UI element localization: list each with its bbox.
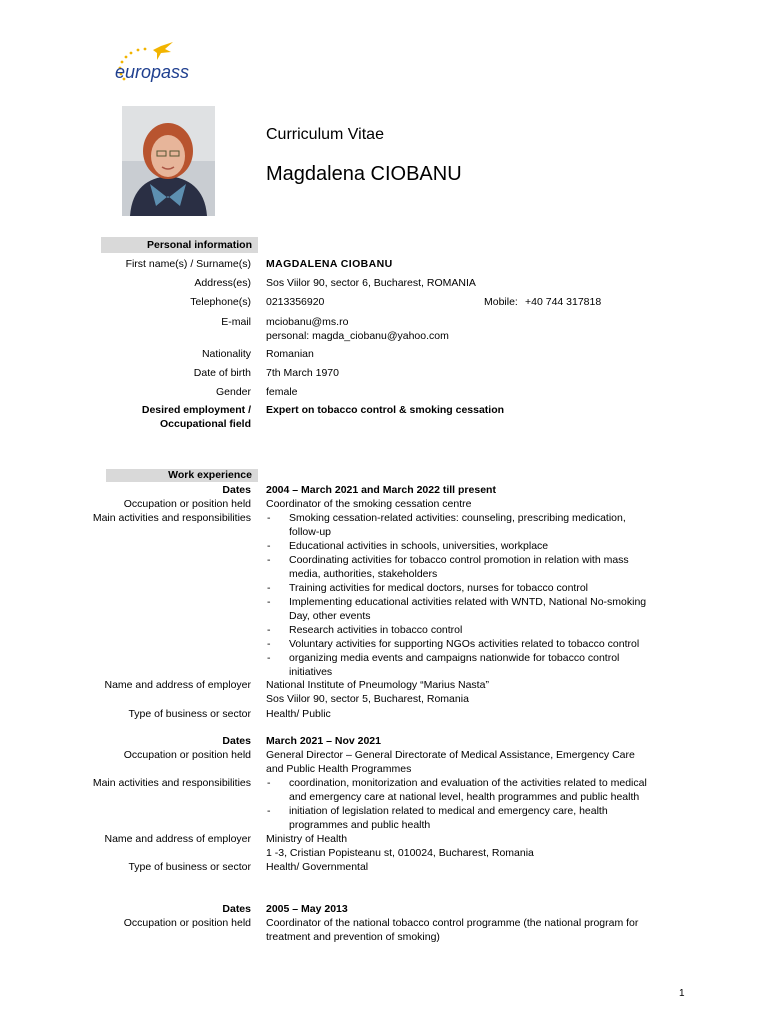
job-2-occupation-line-2: and Public Health Programmes bbox=[266, 763, 412, 775]
label-date-of-birth: Date of birth bbox=[193, 367, 251, 379]
label-dates: Dates bbox=[222, 484, 251, 496]
activity-item: - Voluntary activities for supporting NGOs activities related to tobacco control bbox=[266, 637, 646, 651]
label-desired-employment: Desired employment / bbox=[141, 404, 251, 416]
value-address: Sos Viilor 90, sector 6, Bucharest, ROMANIA bbox=[266, 277, 476, 289]
label-address: Address(es) bbox=[194, 277, 251, 289]
label-mobile: Mobile: bbox=[484, 296, 518, 308]
label-gender: Gender bbox=[215, 386, 251, 398]
label-dates: Dates bbox=[222, 903, 251, 915]
activity-item: - organizing media events and campaigns nationwide for tobacco control initiatives bbox=[266, 651, 646, 679]
label-business: Type of business or sector bbox=[128, 708, 251, 720]
activity-item: - Implementing educational activities related with WNTD, National No-smoking Day, other events bbox=[266, 595, 646, 623]
label-telephone: Telephone(s) bbox=[190, 296, 251, 308]
label-activities: Main activities and responsibilities bbox=[92, 512, 251, 524]
activity-item: - initiation of legislation related to medical and emergency care, health programmes and public health bbox=[266, 804, 647, 832]
value-mobile: +40 744 317818 bbox=[525, 296, 602, 308]
activity-item: - Training activities for medical doctors, nurses for tobacco control bbox=[266, 581, 646, 595]
cv-title: Curriculum Vitae bbox=[266, 126, 384, 143]
activity-item: - Smoking cessation-related activities: counseling, prescribing medication, follow-up bbox=[266, 511, 646, 539]
page-number: 1 bbox=[679, 988, 685, 999]
person-name: Magdalena CIOBANU bbox=[266, 163, 462, 185]
job-2-dates: March 2021 – Nov 2021 bbox=[266, 735, 381, 747]
activity-item: - Educational activities in schools, universities, workplace bbox=[266, 539, 646, 553]
job-3-occupation-line-2: treatment and prevention of smoking) bbox=[266, 931, 440, 943]
value-name: MAGDALENA CIOBANU bbox=[266, 258, 393, 270]
activity-item: - Research activities in tobacco control bbox=[266, 623, 646, 637]
job-1-dates: 2004 – March 2021 and March 2022 till present bbox=[266, 484, 496, 496]
value-nationality: Romanian bbox=[266, 348, 314, 360]
value-email: mciobanu@ms.ro bbox=[266, 316, 349, 328]
europass-logo bbox=[113, 40, 208, 88]
value-telephone: 0213356920 bbox=[266, 296, 325, 308]
job-1-activities-list bbox=[266, 511, 646, 679]
label-activities: Main activities and responsibilities bbox=[92, 777, 251, 789]
label-dates: Dates bbox=[222, 735, 251, 747]
value-desired-employment: Expert on tobacco control & smoking cessation bbox=[266, 404, 505, 416]
label-occupation: Occupation or position held bbox=[123, 917, 251, 929]
job-1-business: Health/ Public bbox=[266, 708, 331, 720]
job-2-business: Health/ Governmental bbox=[266, 861, 369, 873]
value-gender: female bbox=[266, 386, 298, 398]
label-occupational-field: Occupational field bbox=[159, 418, 251, 430]
job-2-employer-address: 1 -3, Cristian Popisteanu st, 010024, Bucharest, Romania bbox=[266, 847, 534, 859]
europass-logo-graphic bbox=[113, 40, 208, 88]
value-date-of-birth: 7th March 1970 bbox=[266, 367, 339, 379]
label-occupation: Occupation or position held bbox=[123, 749, 251, 761]
activity-item: - Coordinating activities for tobacco control promotion in relation with mass media, authorities, stakeholders bbox=[266, 553, 646, 581]
activity-item: - coordination, monitorization and evaluation of the activities related to medical and emergency care at national level, health programmes and public health bbox=[266, 776, 647, 804]
svg-text:europass: europass bbox=[115, 62, 190, 82]
job-2-occupation-line-1: General Director – General Directorate of Medical Assistance, Emergency Care bbox=[266, 749, 635, 761]
label-business: Type of business or sector bbox=[128, 861, 251, 873]
section-work-experience: Work experience bbox=[106, 469, 258, 482]
profile-photo bbox=[122, 106, 215, 216]
label-email: E-mail bbox=[221, 316, 251, 328]
label-employer: Name and address of employer bbox=[104, 679, 251, 691]
label-name: First name(s) / Surname(s) bbox=[125, 258, 251, 270]
job-3-dates: 2005 – May 2013 bbox=[266, 903, 348, 915]
job-2-activities-list bbox=[266, 776, 647, 832]
value-email-personal: personal: magda_ciobanu@yahoo.com bbox=[266, 330, 449, 342]
job-3-occupation-line-1: Coordinator of the national tobacco control programme (the national program for bbox=[266, 917, 639, 929]
label-employer: Name and address of employer bbox=[104, 833, 251, 845]
job-1-employer-name: National Institute of Pneumology “Marius Nasta” bbox=[266, 679, 489, 691]
section-personal-information: Personal information bbox=[101, 237, 258, 253]
job-1-occupation: Coordinator of the smoking cessation centre bbox=[266, 498, 472, 510]
job-1-employer-address: Sos Viilor 90, sector 5, Bucharest, Romania bbox=[266, 693, 469, 705]
label-nationality: Nationality bbox=[201, 348, 251, 360]
label-occupation: Occupation or position held bbox=[123, 498, 251, 510]
job-2-employer-name: Ministry of Health bbox=[266, 833, 348, 845]
